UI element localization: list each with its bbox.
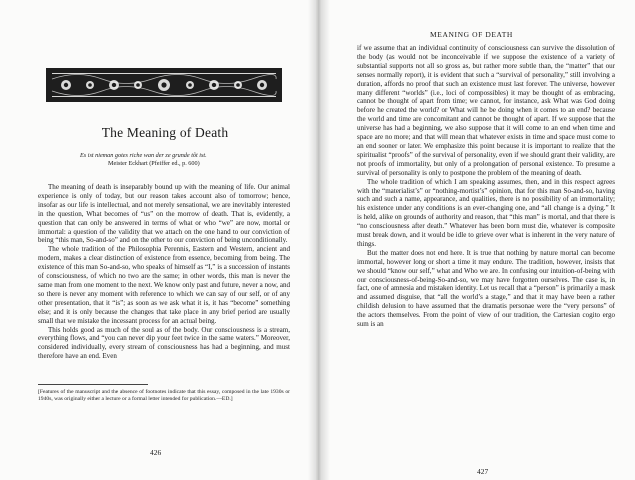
paragraph: The whole tradition of which I am speaking assumes, then, and in this respect agrees with the “materialist’s” or “nothing-mortist’s” opinion, that for this man So-and-so, having such and such a name, appearance, and qualities, there is no possibility of an immortality; his existence under any conditions is an ever-changing one, and “all change is a dying.” It is held, alike on grounds of authority and reason, that “this man” is mortal, and that there is “no consciousness after death.” Whatever has been born must die, whatever is composite must break down, and it would be idle to grieve over what is inherent in the very nature of things.	[357, 177, 615, 248]
epigraph-source: Meister Eckhart (Pfeiffer ed., p. 600)	[108, 160, 200, 167]
footnote-rule	[38, 384, 148, 385]
paragraph: The whole tradition of the Philosophia Perennis, Eastern and Western, ancient and modern, makes a clear distinction of existence from essence, becoming from being. The existence of this man So-and-so, who speaks of himself as “I,” is a succession of instants of consciousness, of which no two are the same; in other words, this man is never the same man from one moment to the next. We know only past and future, never a now, and so there is never any moment with reference to which we can say of our self, or of any other presentation, that it “is”; as soon as we ask what it is, it has “become” something else; and it is only because the changes that take place in any brief period are usually small that we mistake the incessant process for an actual being.	[38, 245, 290, 325]
paragraph: The meaning of death is inseparably bound up with the meaning of life. Our animal experience is only of today, but our reason takes account also of tomorrow; hence, insofar as our life is intellectual, and not merely sensational, we are inevitably interested in the question, What becomes of “us” on the morrow of death. That is, evidently, a question that can only be answered in terms of what or who “we” are now, mortal or immortal: a question of the validity that we attach on the one hand to our conviction of being “this man, So-and-so” and on the other to our conviction of being unconditionally.	[38, 183, 290, 245]
decorative-header-ornament	[46, 68, 282, 102]
page-number: 426	[150, 448, 162, 457]
running-head: MEANING OF DEATH	[430, 30, 513, 39]
book-gutter-shadow	[308, 0, 330, 480]
footnote	[38, 384, 290, 403]
chapter-title: The Meaning of Death	[101, 125, 229, 140]
left-body-text	[38, 183, 290, 361]
epigraph	[40, 152, 290, 168]
page-number: 427	[477, 467, 489, 476]
right-body-text	[357, 44, 615, 329]
left-page	[0, 0, 316, 480]
epigraph-quote: Es ist nieman gotes riche wan der ze grunde tôt ist.	[80, 152, 207, 159]
right-page	[319, 0, 635, 480]
paragraph: This holds good as much of the soul as of the body. Our consciousness is a stream, everything flows, and “you can never dip your feet twice in the same waters.” Moreover, considered individually, every stream of consciousness has had a beginning, and must therefore have an end. Even	[38, 325, 290, 361]
paragraph: But the matter does not end here. It is true that nothing by nature mortal can become immortal, however long or short a time it may endure. The tradition, however, insists that we should “know our self,” what and Who we are. In confusing our intuition-of-being with our consciousness-of-being-So-and-so, we may have forgotten ourselves. The case is, in fact, one of amnesia and mistaken identity. Let us recall that a “person” is primarily a mask and assumed disguise, that “all the world’s a stage,” and that it may have been a rather childish delusion to have assumed that the dramatis personae were the “very persons” of the actors themselves. From the point of view of our tradition, the Cartesian cogito ergo sum is an	[357, 248, 615, 329]
footnote-text: [Features of the manuscript and the absence of footnotes indicate that this essay, composed in the late 1930s or 1940s, was originally either a lecture or a formal letter intended for publication.—ED.]	[38, 389, 290, 402]
paragraph: if we assume that an individual continuity of consciousness can survive the dissolution of the body (as would not be inconceivable if we suppose the existence of a variety of substantial supports not all so gross as, but rather more subtle than, the “matter” that our senses normally report), it is evident that such a “survival of personality,” still involving a duration, affords no proof that such an existence must last forever. The universe, however many different “worlds” (i.e., loci of compossibles) it may be thought of as embracing, cannot be thought of apart from time; we cannot, for instance, ask What was God doing before he created the world? or What will he be doing when it comes to an end? because the world and time are concomitant and cannot be thought of apart. If we suppose that the universe has had a beginning, we also suppose that it will come to an end when time and space are no more; and that will mean that whatever exists in time and space must come to an end sooner or later. We emphasize this point because it is important to realize that the spiritualist “proofs” of the survival of personality, even if we should grant their validity, are not proofs of immortality, but only of a prolongation of personal existence. To presume a survival of personality is only to postpone the problem of the meaning of death.	[357, 44, 615, 177]
